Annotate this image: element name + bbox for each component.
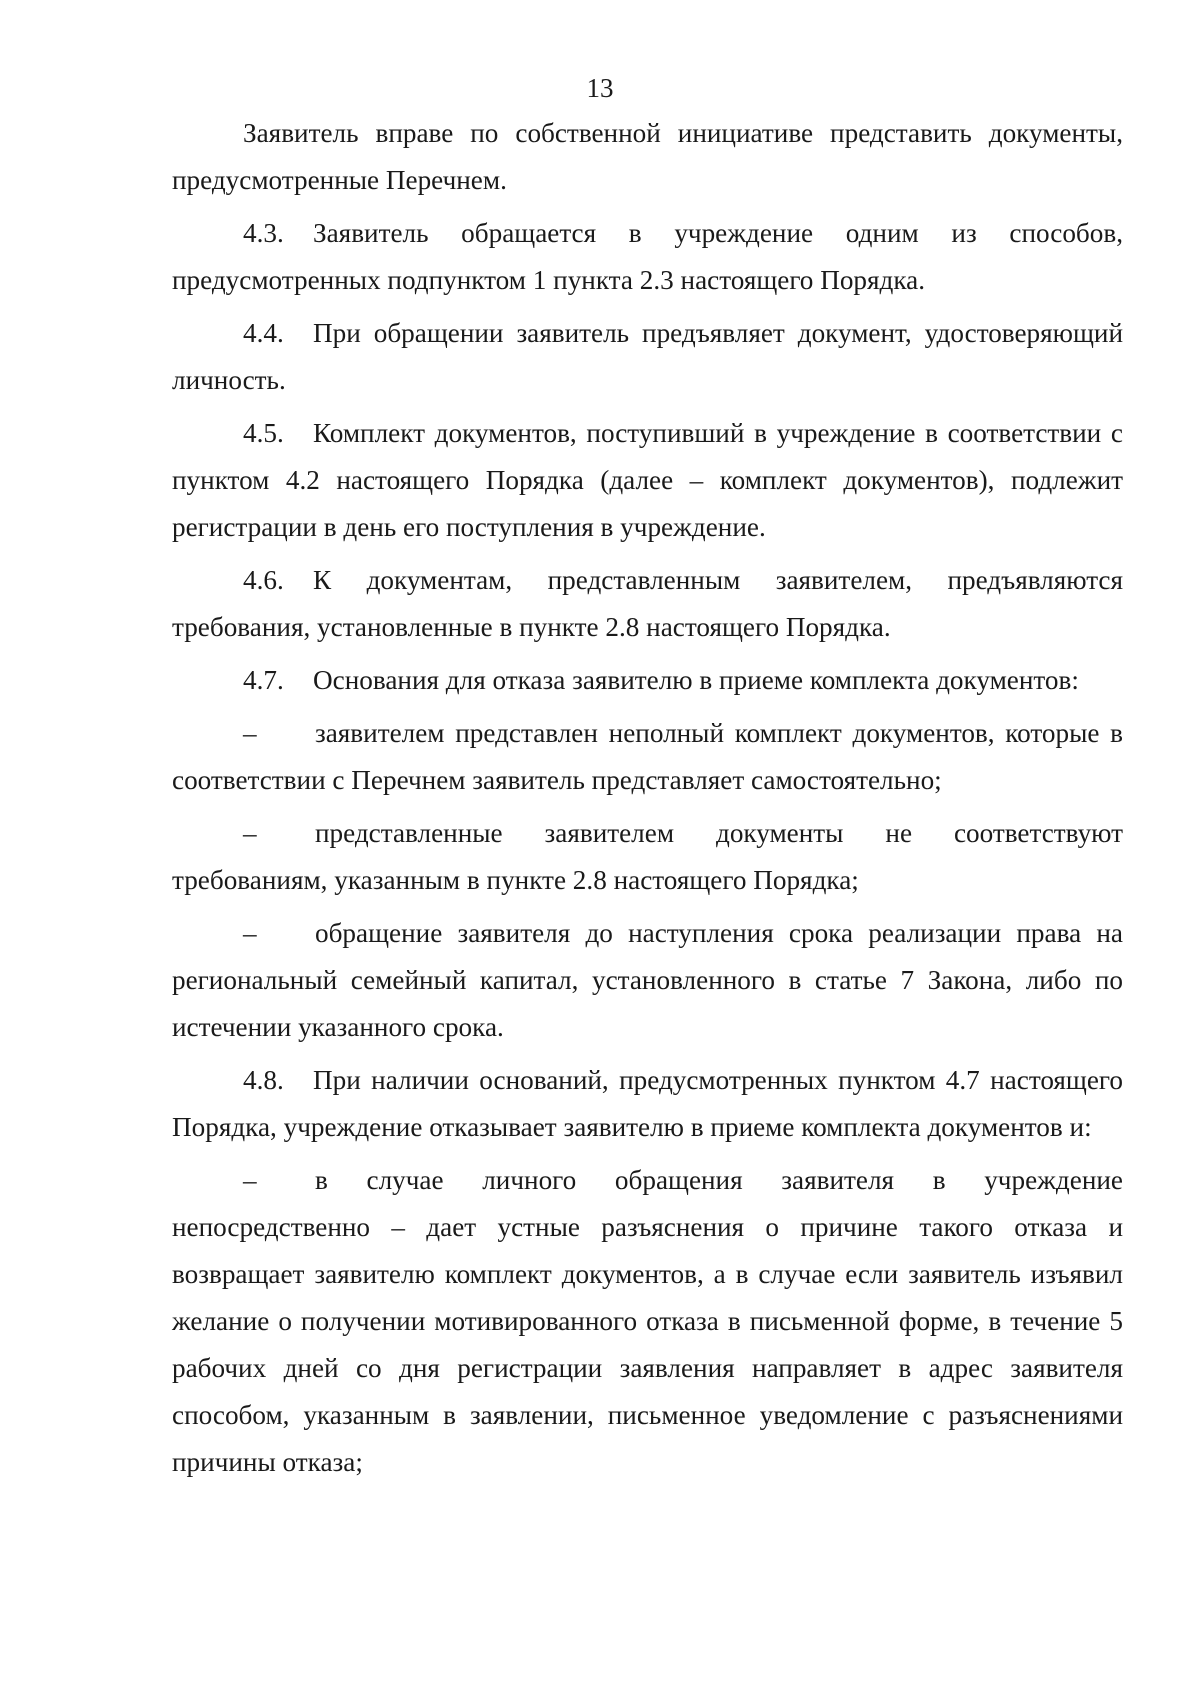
document-body — [172, 110, 1123, 1492]
list-dash: – — [243, 918, 257, 948]
paragraph-text: Комплект документов, поступивший в учреждение в соответствии с пунктом 4.2 настоящего Порядка (далее – комплект документов), подлежит регистрации в день его поступления в учреждение. — [172, 418, 1123, 542]
list-item-personal-visit — [172, 1157, 1123, 1486]
list-item-incomplete-set — [172, 710, 1123, 804]
paragraph-text: К документам, представленным заявителем, предъявляются требования, установленные в пункте 2.8 настоящего Порядка. — [172, 565, 1123, 642]
list-item-text: представленные заявителем документы не соответствуют требованиям, указанным в пункте 2.8 настоящего Порядка; — [172, 818, 1123, 895]
list-item-text: заявителем представлен неполный комплект документов, которые в соответствии с Перечнем заявитель представляет самостоятельно; — [172, 718, 1123, 795]
paragraph-4-6 — [172, 557, 1123, 651]
paragraph-number: 4.5. — [243, 418, 284, 448]
paragraph-number: 4.6. — [243, 565, 284, 595]
paragraph-number: 4.7. — [243, 665, 284, 695]
paragraph-4-5 — [172, 410, 1123, 551]
paragraph-number: 4.3. — [243, 218, 284, 248]
paragraph-4-4 — [172, 310, 1123, 404]
paragraph-text: При наличии оснований, предусмотренных пунктом 4.7 настоящего Порядка, учреждение отказывает заявителю в приеме комплекта документов и: — [172, 1065, 1123, 1142]
paragraph-number: 4.4. — [243, 318, 284, 348]
page-number: 13 — [586, 73, 614, 103]
paragraph-text: Заявитель вправе по собственной инициативе представить документы, предусмотренные Перечнем. — [172, 118, 1123, 195]
paragraph-text: Заявитель обращается в учреждение одним из способов, предусмотренных подпунктом 1 пункта 2.3 настоящего Порядка. — [172, 218, 1123, 295]
paragraph-intro — [172, 110, 1123, 204]
paragraph-number: 4.8. — [243, 1065, 284, 1095]
list-dash: – — [243, 818, 257, 848]
paragraph-text: Основания для отказа заявителю в приеме комплекта документов: — [313, 665, 1079, 695]
list-item-text: в случае личного обращения заявителя в учреждение непосредственно – дает устные разъяснения о причине такого отказа и возвращает заявителю комплект документов, а в случае если заявитель изъявил желание о получении мотивированного отказа в письменной форме, в течение 5 рабочих дней со дня регистрации заявления направляет в адрес заявителя способом, указанным в заявлении, письменное уведомление с разъяснениями причины отказа; — [172, 1165, 1123, 1477]
list-dash: – — [243, 718, 257, 748]
paragraph-text: При обращении заявитель предъявляет документ, удостоверяющий личность. — [172, 318, 1123, 395]
list-item-deadline — [172, 910, 1123, 1051]
paragraph-4-8 — [172, 1057, 1123, 1151]
list-item-text: обращение заявителя до наступления срока реализации права на региональный семейный капитал, установленного в статье 7 Закона, либо по истечении указанного срока. — [172, 918, 1123, 1042]
paragraph-4-3 — [172, 210, 1123, 304]
list-dash: – — [243, 1165, 257, 1195]
paragraph-4-7 — [172, 657, 1123, 704]
list-item-requirements-mismatch — [172, 810, 1123, 904]
